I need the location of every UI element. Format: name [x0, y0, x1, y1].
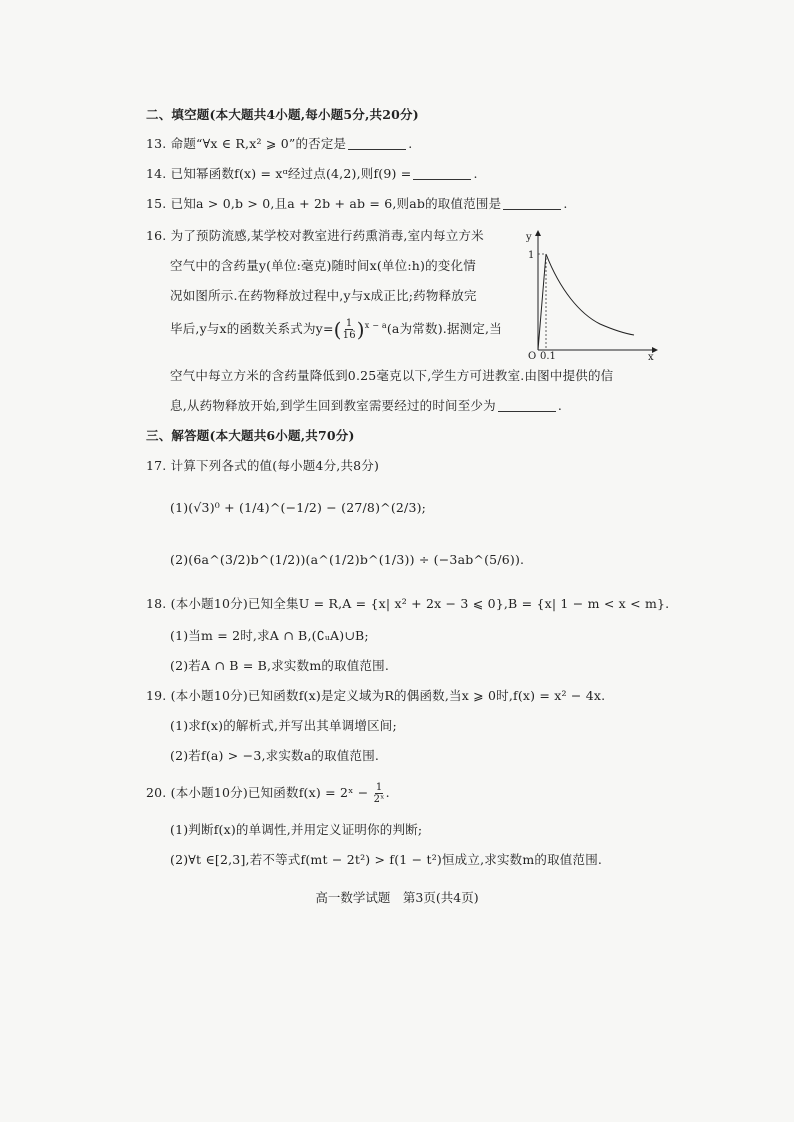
- question-17-part-2: (2)(6a^(3/2)b^(1/2))(a^(1/2)b^(1/3)) ÷ (−3ab^(5/6)).: [170, 552, 525, 567]
- question-17-part-1: (1)(√3)⁰ + (1/4)^(−1/2) − (27/8)^(2/3);: [170, 500, 427, 515]
- origin-label: O: [528, 351, 537, 360]
- q16-formula-post: (a为常数).据测定,当: [386, 321, 502, 337]
- decay-curve: [546, 254, 634, 335]
- q16-formula-pre: 毕后,y与x的函数关系式为y=: [170, 321, 334, 337]
- question-20: [146, 782, 666, 805]
- y-tick-label: 1: [528, 250, 535, 261]
- release-line: [538, 254, 546, 350]
- question-19: 19. (本小题10分)已知函数f(x)是定义域为R的偶函数,当x ⩾ 0时,f(x) = x² − 4x.: [146, 688, 606, 703]
- question-13: 13. 命题“∀x ∈ R,x² ⩾ 0”的否定是 .: [146, 136, 413, 151]
- answer-blank-15[interactable]: [503, 197, 561, 210]
- question-14: 14. 已知幂函数f(x) = xᵅ经过点(4,2),则f(9) = .: [146, 166, 478, 181]
- question-20-text-post: .: [385, 785, 390, 800]
- question-14-text: 14. 已知幂函数f(x) = xᵅ经过点(4,2),则f(9) =: [146, 166, 412, 181]
- question-17: 17. 计算下列各式的值(每小题4分,共8分): [146, 458, 380, 473]
- q16-fraction: $\frac{1}{16}$: [342, 318, 356, 342]
- x-axis-label: x: [648, 352, 654, 360]
- question-16-line-5: 空气中每立方米的含药量降低到0.25毫克以下,学生方可进教室.由图中提供的信: [170, 368, 614, 383]
- question-16-line-6: 息,从药物释放开始,到学生回到教室需要经过的时间至少为 .: [170, 398, 563, 413]
- question-18: 18. (本小题10分)已知全集U = R,A = {x| x² + 2x − 3 ⩽ 0},B = {x| 1 − m < x < m}.: [146, 596, 670, 611]
- question-16-line-4: 毕后,y与x的函数关系式为y=( $\frac{1}{16}$ )$^{x - a}$(a为常数).据测定,当: [170, 317, 502, 342]
- question-18-part-1: (1)当m = 2时,求A ∩ B,(∁ᵤA)∪B;: [170, 628, 369, 643]
- question-15: 15. 已知a > 0,b > 0,且a + 2b + ab = 6,则ab的取值范围是 .: [146, 196, 568, 211]
- q16-exponent: x − a: [364, 321, 387, 330]
- question-16-line-6-text: 息,从药物释放开始,到学生回到教室需要经过的时间至少为: [170, 398, 496, 413]
- question-20-part-2: (2)∀t ∈[2,3],若不等式f(mt − 2t²) > f(1 − t²)恒成立,求实数m的取值范围.: [170, 852, 603, 867]
- medicine-concentration-graph: [520, 228, 660, 360]
- answer-blank-13[interactable]: [348, 137, 406, 150]
- question-18-part-2: (2)若A ∩ B = B,求实数m的取值范围.: [170, 658, 390, 673]
- page-footer: 高一数学试题 第3页(共4页): [315, 890, 479, 905]
- question-16-line-3: 况如图所示.在药物释放过程中,y与x成正比;药物释放完: [170, 288, 477, 303]
- question-16-line-1: 16. 为了预防流感,某学校对教室进行药熏消毒,室内每立方米: [146, 228, 484, 243]
- question-13-text: 13. 命题“∀x ∈ R,x² ⩾ 0”的否定是: [146, 136, 347, 151]
- answer-blank-16[interactable]: [498, 399, 556, 412]
- y-axis-arrow: [535, 230, 541, 236]
- x-tick-label: 0.1: [540, 351, 556, 360]
- section-2-title: 二、填空题(本大题共4小题,每小题5分,共20分): [146, 107, 419, 122]
- question-16-line-2: 空气中的含药量y(单位:毫克)随时间x(单位:h)的变化情: [170, 258, 476, 273]
- q20-fraction: $\frac{1}{\text{2ˣ}}$: [373, 782, 385, 805]
- y-axis-label: y: [526, 232, 532, 243]
- question-15-text: 15. 已知a > 0,b > 0,且a + 2b + ab = 6,则ab的取值范围是: [146, 196, 502, 211]
- question-20-part-1: (1)判断f(x)的单调性,并用定义证明你的判断;: [170, 822, 423, 837]
- question-19-part-1: (1)求f(x)的解析式,并写出其单调增区间;: [170, 718, 397, 733]
- question-19-part-2: (2)若f(a) > −3,求实数a的取值范围.: [170, 748, 380, 763]
- section-3-title: 三、解答题(本大题共6小题,共70分): [146, 428, 355, 443]
- question-20-text-pre: 20. (本小题10分)已知函数f(x) = 2ˣ −: [146, 785, 369, 800]
- answer-blank-14[interactable]: [413, 167, 471, 180]
